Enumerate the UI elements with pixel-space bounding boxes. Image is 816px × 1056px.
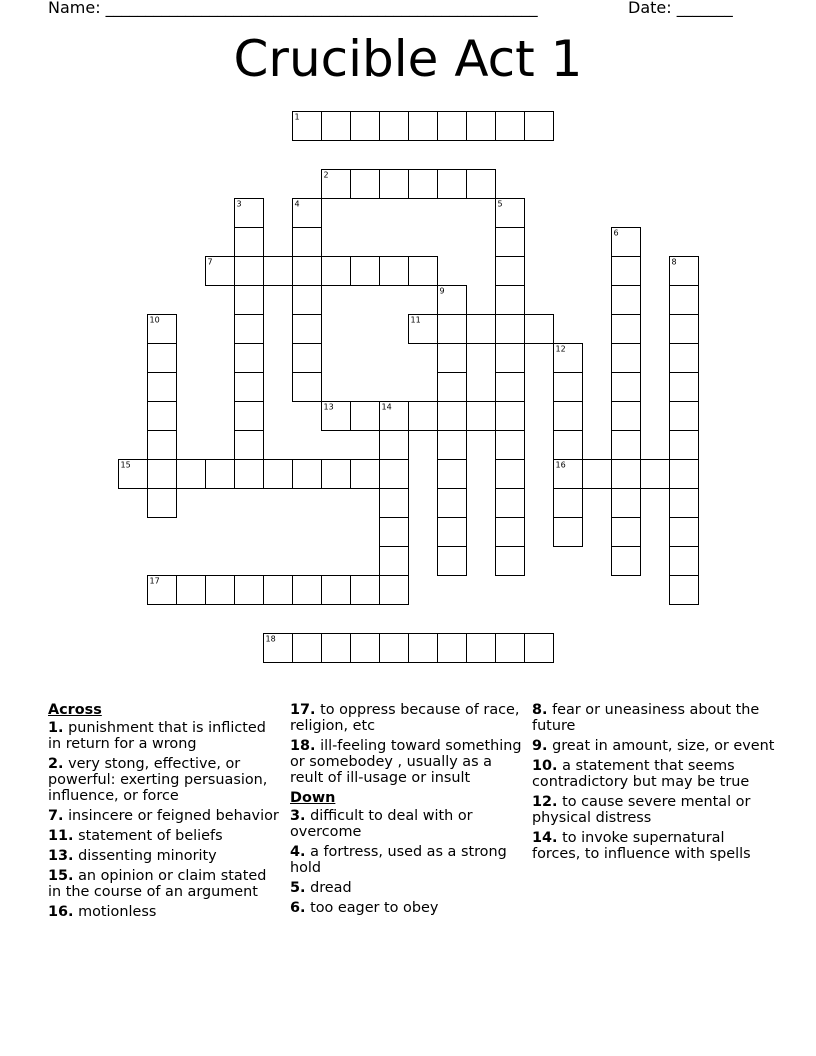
grid-cell (670, 344, 699, 373)
clue-number: 5. (290, 880, 306, 896)
grid-cell (612, 373, 641, 402)
grid-cell (670, 576, 699, 605)
grid-cell (148, 402, 177, 431)
grid-cell (235, 431, 264, 460)
grid-cell (380, 431, 409, 460)
grid-cell (264, 460, 293, 489)
grid-cell (554, 402, 583, 431)
cell-number: 13 (323, 402, 334, 412)
clue-down-8 (532, 702, 777, 734)
clue-down-9 (532, 738, 777, 754)
grid-cell (235, 315, 264, 344)
grid-cell (496, 257, 525, 286)
grid-cell (554, 518, 583, 547)
clue-across-11 (48, 828, 280, 844)
grid-cell (322, 460, 351, 489)
page-title: Crucible Act 1 (233, 30, 583, 88)
grid-cell (670, 402, 699, 431)
clue-text: great in amount, size, or event (552, 738, 775, 754)
grid-cell (235, 373, 264, 402)
grid-cell (380, 112, 409, 141)
clue-down-10 (532, 758, 777, 790)
grid-cell (380, 170, 409, 199)
grid-cell (496, 112, 525, 141)
clue-number: 13. (48, 848, 74, 864)
grid-cell (293, 576, 322, 605)
clue-text: ill-feeling toward something or somebodey , usually as a reult of ill-usage or insult (290, 738, 522, 786)
clue-across-15 (48, 868, 280, 900)
grid-cell (293, 344, 322, 373)
grid-cell (438, 170, 467, 199)
clue-number: 7. (48, 808, 64, 824)
grid-cell (322, 257, 351, 286)
clue-down-3 (290, 808, 522, 840)
grid-cell (148, 431, 177, 460)
clue-number: 8. (532, 702, 548, 718)
clue-number: 4. (290, 844, 306, 860)
clue-text: dread (310, 880, 352, 896)
clue-down-14 (532, 830, 777, 862)
grid-cell (438, 344, 467, 373)
grid-cell (670, 460, 699, 489)
grid-cell (322, 576, 351, 605)
clue-across-17 (290, 702, 522, 734)
grid-cell (496, 547, 525, 576)
clue-number: 2. (48, 756, 64, 772)
grid-cell (293, 634, 322, 663)
grid-cell (235, 257, 264, 286)
grid-cell (670, 431, 699, 460)
clue-number: 3. (290, 808, 306, 824)
grid-cell (554, 373, 583, 402)
grid-cell (351, 460, 380, 489)
cell-number: 11 (410, 315, 421, 325)
grid-cell (612, 518, 641, 547)
grid-cell (641, 460, 670, 489)
grid-cell (670, 286, 699, 315)
grid-cell (438, 402, 467, 431)
grid-cell (235, 228, 264, 257)
grid-cell (380, 489, 409, 518)
down-heading: Down (290, 790, 336, 806)
grid-cell (467, 402, 496, 431)
cell-number: 16 (555, 460, 566, 470)
clue-text: fear or uneasiness about the future (532, 702, 760, 734)
clue-text: to invoke supernatural forces, to influence with spells (532, 830, 751, 862)
grid-cell (438, 373, 467, 402)
grid-cell (583, 460, 612, 489)
clue-text: very stong, effective, or powerful: exerting persuasion, influence, or force (48, 756, 268, 804)
grid-cell (525, 112, 554, 141)
clue-number: 1. (48, 720, 64, 736)
grid-cell (148, 373, 177, 402)
grid-cell (148, 489, 177, 518)
clue-across-16 (48, 904, 280, 920)
grid-cell (293, 460, 322, 489)
clue-text: punishment that is inflicted in return for a wrong (48, 720, 266, 752)
clue-number: 10. (532, 758, 558, 774)
grid-cell (293, 257, 322, 286)
grid-cell (409, 257, 438, 286)
clue-across-2 (48, 756, 280, 804)
grid-cell (409, 112, 438, 141)
grid-cell (670, 489, 699, 518)
clue-number: 11. (48, 828, 74, 844)
grid-cell (235, 576, 264, 605)
clue-number: 9. (532, 738, 548, 754)
grid-cell (409, 170, 438, 199)
grid-cell (206, 576, 235, 605)
cell-number: 17 (149, 576, 160, 586)
grid-cell (496, 460, 525, 489)
grid-cell (438, 518, 467, 547)
grid-cell (380, 634, 409, 663)
grid-cell (467, 315, 496, 344)
grid-cell (438, 489, 467, 518)
clue-number: 17. (290, 702, 316, 718)
grid-cell (235, 344, 264, 373)
grid-cell (235, 402, 264, 431)
cell-number: 6 (613, 228, 619, 238)
clue-text: an opinion or claim stated in the course of an argument (48, 868, 267, 900)
grid-cell (496, 286, 525, 315)
clue-text: insincere or feigned behavior (68, 808, 279, 824)
clue-across-13 (48, 848, 280, 864)
grid-cell (438, 431, 467, 460)
grid-cell (177, 460, 206, 489)
clue-number: 16. (48, 904, 74, 920)
clue-across-1 (48, 720, 280, 752)
clue-text: too eager to obey (310, 900, 439, 916)
cell-number: 9 (439, 286, 445, 296)
grid-cell (612, 547, 641, 576)
grid-cell (612, 460, 641, 489)
grid-cell (612, 315, 641, 344)
grid-cell (438, 112, 467, 141)
grid-cell (438, 634, 467, 663)
cell-number: 1 (294, 112, 300, 122)
grid-cell (351, 576, 380, 605)
cell-number: 12 (555, 344, 566, 354)
grid-cell (496, 315, 525, 344)
clue-number: 6. (290, 900, 306, 916)
grid-cell (496, 228, 525, 257)
clue-down-4 (290, 844, 522, 876)
grid-cell (351, 257, 380, 286)
grid-cell (148, 344, 177, 373)
grid-cell (264, 576, 293, 605)
grid-cell (496, 634, 525, 663)
clue-text: to oppress because of race, religion, etc (290, 702, 520, 734)
cell-number: 5 (497, 199, 503, 209)
grid-cell (496, 402, 525, 431)
grid-cell (293, 228, 322, 257)
grid-cell (438, 315, 467, 344)
grid-cell (322, 634, 351, 663)
clue-number: 14. (532, 830, 558, 846)
clue-text: a statement that seems contradictory but may be true (532, 758, 750, 790)
grid-cell (670, 315, 699, 344)
grid-cell (525, 315, 554, 344)
grid-cell (438, 460, 467, 489)
clues-column-2 (290, 702, 522, 920)
grid-cell (467, 112, 496, 141)
grid-cell (670, 547, 699, 576)
clue-down-6 (290, 900, 522, 916)
grid-cell (351, 402, 380, 431)
grid-cell (612, 257, 641, 286)
clue-number: 18. (290, 738, 316, 754)
cell-number: 10 (149, 315, 160, 325)
clue-number: 12. (532, 794, 558, 810)
clue-across-7 (48, 808, 280, 824)
grid-cell (380, 518, 409, 547)
grid-cell (206, 460, 235, 489)
grid-cell (467, 634, 496, 663)
clue-text: statement of beliefs (78, 828, 223, 844)
grid-cell (525, 634, 554, 663)
name-field-label: Name: ______________________________________________________ (48, 0, 538, 17)
across-heading: Across (48, 702, 102, 718)
clue-down-5 (290, 880, 522, 896)
grid-cell (670, 518, 699, 547)
grid-cell (293, 286, 322, 315)
grid-cell (612, 286, 641, 315)
clues-column-1 (48, 702, 280, 924)
clue-across-18 (290, 738, 522, 786)
cell-number: 18 (265, 634, 276, 644)
clue-down-12 (532, 794, 777, 826)
grid-cell (264, 257, 293, 286)
grid-cell (438, 547, 467, 576)
grid-cell (351, 112, 380, 141)
grid-cell (612, 431, 641, 460)
grid-cell (293, 373, 322, 402)
clue-text: a fortress, used as a strong hold (290, 844, 507, 876)
clue-text: motionless (78, 904, 157, 920)
grid-cell (380, 460, 409, 489)
clue-text: difficult to deal with or overcome (290, 808, 473, 840)
grid-cell (322, 112, 351, 141)
grid-cell (380, 257, 409, 286)
grid-cell (496, 489, 525, 518)
cell-number: 2 (323, 170, 329, 180)
grid-cell (554, 431, 583, 460)
grid-cell (612, 489, 641, 518)
clue-number: 15. (48, 868, 74, 884)
grid-cell (409, 634, 438, 663)
grid-cell (496, 431, 525, 460)
grid-cell (177, 576, 206, 605)
cell-number: 14 (381, 402, 392, 412)
grid-cell (612, 402, 641, 431)
grid-cell (409, 402, 438, 431)
cell-number: 7 (207, 257, 213, 267)
cell-number: 3 (236, 199, 242, 209)
grid-cell (380, 547, 409, 576)
cell-number: 15 (120, 460, 131, 470)
grid-cell (235, 460, 264, 489)
cell-number: 4 (294, 199, 300, 209)
grid-cell (235, 286, 264, 315)
grid-cell (496, 373, 525, 402)
grid-cell (467, 170, 496, 199)
grid-cell (554, 489, 583, 518)
grid-cell (612, 344, 641, 373)
grid-cell (293, 315, 322, 344)
clue-text: to cause severe mental or physical distress (532, 794, 751, 826)
grid-cell (670, 373, 699, 402)
grid-cell (496, 518, 525, 547)
grid-cell (380, 576, 409, 605)
clue-text: dissenting minority (78, 848, 217, 864)
clues-column-3 (532, 702, 777, 866)
grid-cell (351, 634, 380, 663)
grid-cell (496, 344, 525, 373)
grid-cell (148, 460, 177, 489)
cell-number: 8 (671, 257, 677, 267)
date-field-label: Date: _______ (628, 0, 733, 17)
grid-cell (351, 170, 380, 199)
